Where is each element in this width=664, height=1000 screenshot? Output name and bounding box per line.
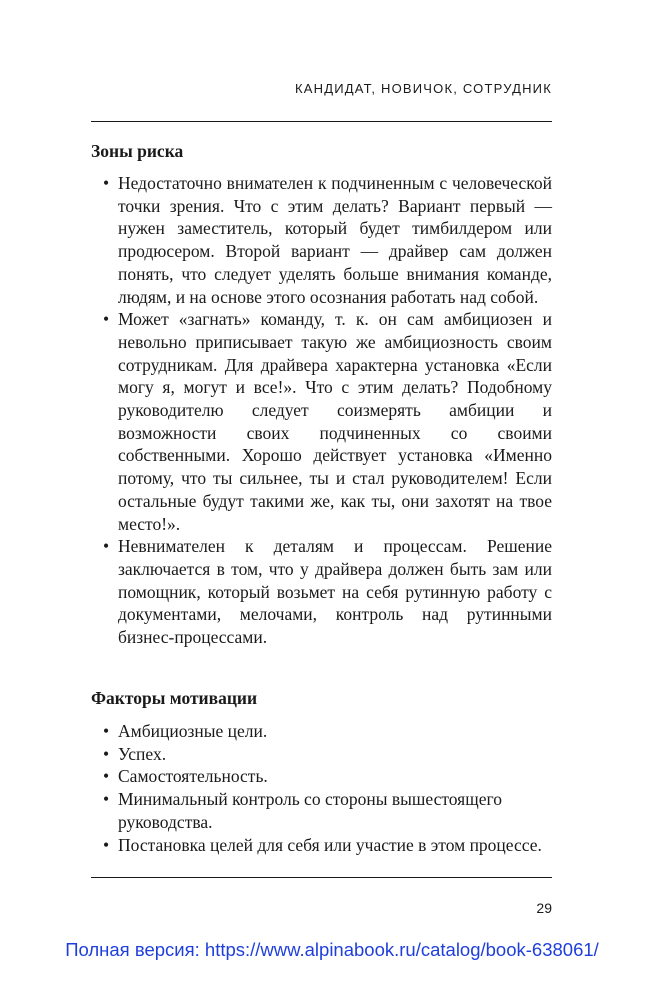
bullet-icon: • — [103, 721, 110, 741]
list-item-text: Может «загнать» команду, т. к. он сам амбициозен и невольно приписывает такую же амбициозность своим сотрудникам. Для драйвера характерна установка «Если могу я, могут и все!». Что с этим делать? Подобному руководителю следует соизмерять амбиции и возможности своих подчиненных со своими собственными. Хорошо действует установка «Именно потому, что ты сильнее, ты и стал руководителем! Если остальные будут такими же, как ты, они захотят на твое место!». — [118, 309, 552, 534]
list-item-text: Недостаточно внимателен к подчиненным с человеческой точки зрения. Что с этим делать? Вариант первый — нужен заместитель, который будет тимбилдером или продюсером. Второй вариант — драйвер сам должен понять, что следует уделять больше внимания команде, людям, и на основе этого осознания работать над собой. — [118, 173, 552, 307]
list-item-text: Амбициозные цели. — [118, 721, 268, 741]
bullet-icon: • — [103, 789, 110, 810]
list-item — [103, 788, 552, 833]
risk-zones-list — [103, 172, 552, 649]
motivation-factors-heading: Факторы мотивации — [91, 688, 258, 708]
list-item — [103, 720, 552, 743]
list-item-text: Минимальный контроль со стороны вышестоящего руководства. — [118, 789, 502, 832]
header-divider — [91, 121, 552, 122]
risk-zones-heading: Зоны риска — [91, 141, 184, 161]
list-item — [103, 765, 552, 788]
bullet-icon: • — [103, 309, 110, 330]
list-item-text: Успех. — [118, 743, 167, 764]
list-item-text: Самостоятельность. — [118, 766, 268, 787]
footer-divider — [91, 877, 552, 878]
bullet-icon: • — [103, 743, 110, 764]
list-item — [103, 308, 552, 535]
running-header: КАНДИДАТ, НОВИЧОК, СОТРУДНИК — [295, 81, 552, 96]
bullet-icon: • — [103, 173, 110, 193]
list-item-text: Постановка целей для себя или участие в этом процессе. — [118, 834, 542, 855]
page-number: 29 — [536, 900, 552, 916]
bullet-icon: • — [103, 834, 110, 855]
list-item-text: Невнимателен к деталям и процессам. Решение заключается в том, что у драйвера должен быть зам или помощник, который возьмет на себя рутинную работу с документами, мелочами, контроль над рутинными бизнес-процессами. — [118, 536, 552, 648]
bullet-icon: • — [103, 536, 110, 557]
full-version-link[interactable]: Полная версия: https://www.alpinabook.ru/catalog/book-638061/ — [65, 939, 599, 960]
list-item — [103, 834, 552, 857]
bullet-icon: • — [103, 766, 110, 787]
motivation-factors-list — [103, 720, 552, 856]
list-item — [103, 743, 552, 766]
list-item — [103, 172, 552, 308]
list-item — [103, 535, 552, 649]
